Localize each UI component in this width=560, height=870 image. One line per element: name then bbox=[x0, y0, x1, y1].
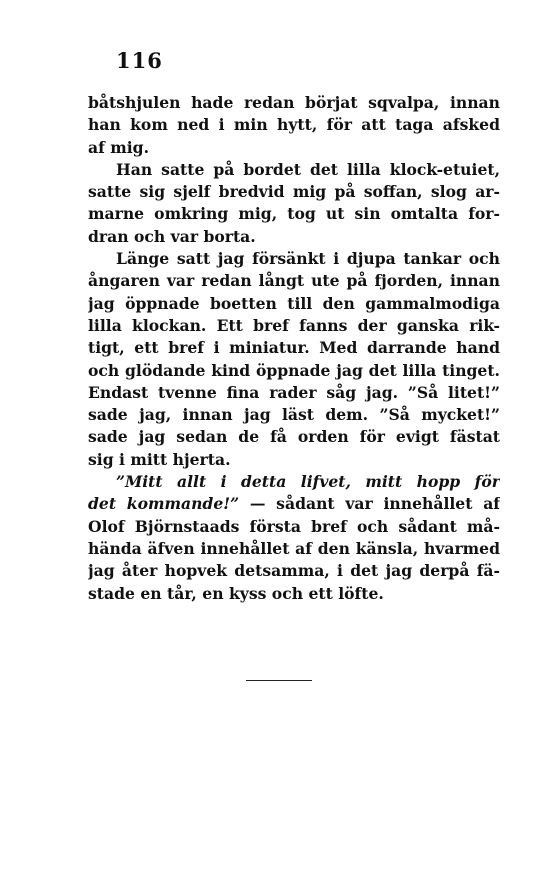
body-text bbox=[88, 92, 500, 605]
text-line: dran och var borta. bbox=[88, 226, 256, 246]
text-line: och glödande kind öppnade jag det lilla tinget. bbox=[88, 360, 500, 380]
text-line: Länge satt jag försänkt i djupa tankar och bbox=[116, 249, 500, 269]
text-line: tigt, ett bref i miniatur. Med darrande hand bbox=[88, 338, 500, 358]
text-line: sade jag sedan de få orden för evigt fästat bbox=[88, 427, 500, 447]
text-line: sade jag, innan jag läst dem. ”Så mycket!” bbox=[88, 405, 500, 425]
text-line: af mig. bbox=[88, 137, 149, 157]
text-line: han kom ned i min hytt, för att taga afsked bbox=[88, 115, 500, 135]
text-line: båtshjulen hade redan börjat sqvalpa, innan bbox=[88, 93, 500, 112]
text-line: satte sig sjelf bredvid mig på soffan, slog ar- bbox=[88, 182, 500, 202]
text-line: jag åter hopvek detsamma, i det jag derpå fä- bbox=[88, 561, 500, 581]
page-number: 116 bbox=[116, 48, 163, 73]
text-line: Endast tvenne fina rader såg jag. ”Så litet!” bbox=[88, 382, 500, 402]
line-text: — sådant var innehållet af bbox=[239, 494, 500, 514]
text-line: sig i mitt hjerta. bbox=[88, 449, 231, 469]
section-divider bbox=[246, 680, 312, 681]
text-line: ”Mitt allt i detta lifvet, mitt hopp för bbox=[116, 472, 500, 492]
text-line: lilla klockan. Ett bref fanns der ganska rik- bbox=[88, 315, 500, 335]
text-line: Olof Björnstaads första bref och sådant må- bbox=[88, 516, 500, 536]
italic-text: det kommande!” bbox=[88, 494, 240, 514]
text-line: jag öppnade boetten till den gammalmodiga bbox=[88, 293, 500, 313]
text-line: hända äfven innehållet af den känsla, hvarmed bbox=[88, 538, 500, 558]
text-line: stade en tår, en kyss och ett löfte. bbox=[88, 583, 384, 603]
text-line: Han satte på bordet det lilla klock-etuiet, bbox=[116, 159, 500, 179]
text-line bbox=[88, 493, 500, 515]
text-line: ångaren var redan långt ute på fjorden, innan bbox=[88, 271, 500, 291]
text-line: marne omkring mig, tog ut sin omtalta for- bbox=[88, 204, 500, 224]
